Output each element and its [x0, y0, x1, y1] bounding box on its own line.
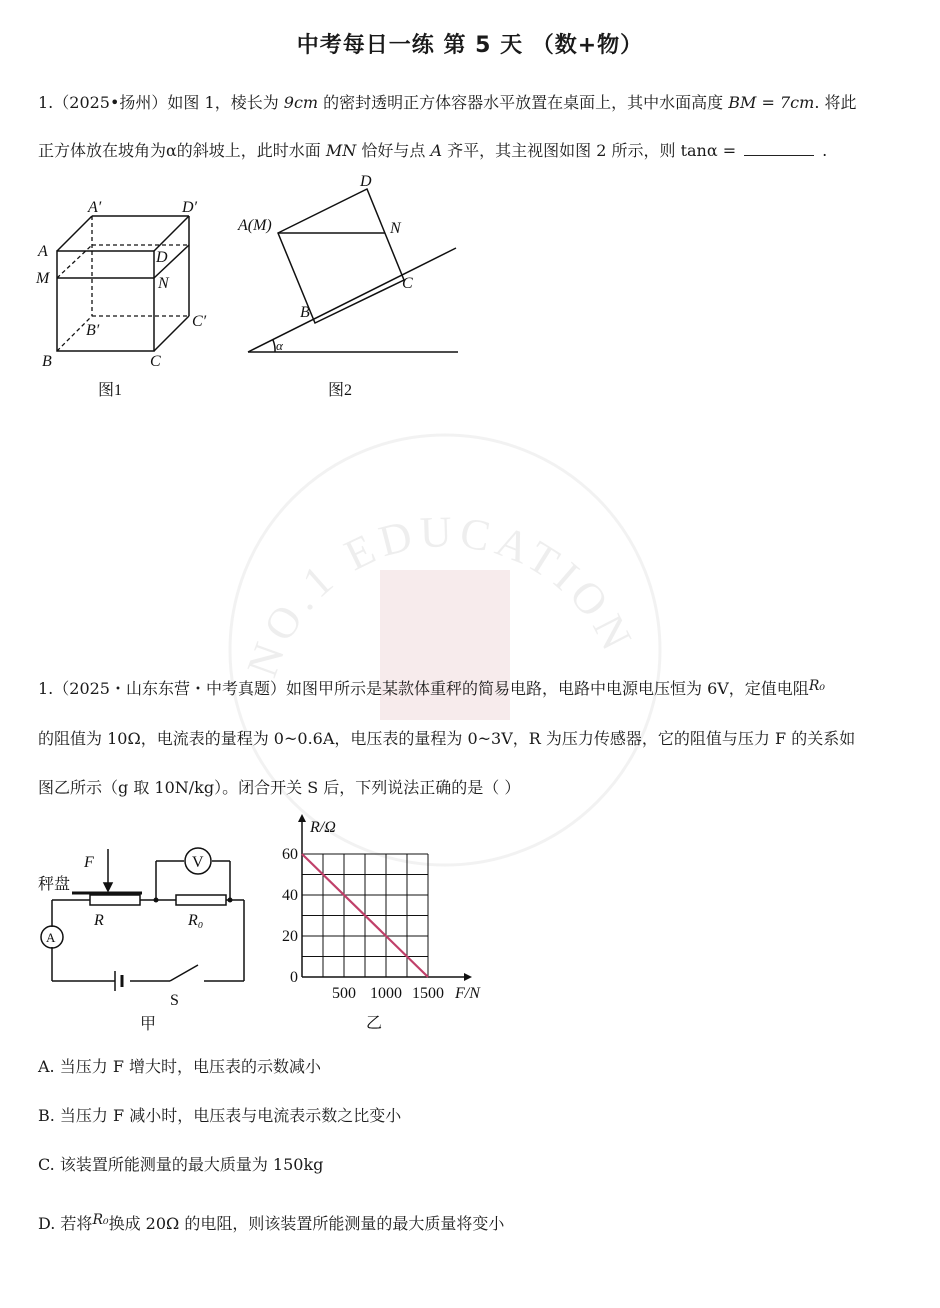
fig1-label-N: N — [158, 275, 169, 292]
q2-line-3: 图乙所示（g 取 10N/kg）。闭合开关 S 后，下列说法正确的是（ ） — [38, 778, 521, 797]
q2-line-2: 的阻值为 10Ω，电流表的量程为 0~0.6A，电压表的量程为 0~3V，R 为压力传感器，它的阻值与压力 F 的关系如 — [38, 729, 856, 748]
x-axis-label: F/N — [455, 985, 480, 1002]
x-tick-label: 1000 — [370, 985, 402, 1002]
q1-line-1: 1.（2025•扬州）如图 1，棱长为 9cm 的密封透明正方体容器水平放置在桌面上，其中水面高度 BM = 7cm. 将此 — [38, 93, 857, 112]
y-tick-label: 60 — [282, 846, 298, 863]
watermark-text: NO.1 EDUCATION — [237, 507, 644, 684]
fig2-caption: 图2 — [328, 382, 353, 399]
answer-blank[interactable] — [744, 141, 814, 156]
y-axis-label: R/Ω — [310, 819, 336, 836]
y-tick-label: 0 — [290, 969, 298, 986]
fig1-label-A: A — [38, 243, 48, 260]
fig1-label-B: B — [42, 353, 52, 370]
x-tick-label: 500 — [332, 985, 356, 1002]
q1-line-2: 正方体放在坡角为α的斜坡上，此时水面 MN 恰好与点 A 齐平，其主视图如图 2 所示，则 tanα = . — [38, 141, 828, 160]
watermark-seal — [215, 420, 675, 880]
fig2-label-N: N — [390, 220, 401, 237]
option-a[interactable]: A. 当压力 F 增大时，电压表的示数减小 — [38, 1057, 322, 1076]
figure-2-slope — [230, 170, 470, 405]
fig1-label-Ap: A′ — [88, 199, 102, 216]
circuit-caption: 甲 — [140, 1016, 157, 1033]
fig2-label-alpha: α — [276, 338, 283, 353]
figure-1-cube — [30, 190, 230, 405]
fig1-label-D: D — [156, 249, 168, 266]
y-axis-arrow — [298, 814, 306, 822]
option-d[interactable]: D. 若将R₀换成 20Ω 的电阻，则该装置所能测量的最大质量将变小 — [38, 1212, 505, 1233]
switch-label: S — [170, 992, 179, 1009]
fig1-label-Bp: B′ — [86, 322, 100, 339]
resistor-R-label: R — [94, 912, 104, 929]
fig1-label-C: C — [150, 353, 161, 370]
y-tick-label: 40 — [282, 887, 298, 904]
page-title: 中考每日一练 第 5 天 （数+物） — [296, 33, 644, 58]
fig1-label-Dp: D′ — [182, 199, 198, 216]
fig2-label-B: B — [300, 304, 310, 321]
pan-label: 秤盘 — [38, 876, 71, 893]
r-f-chart — [270, 812, 500, 1037]
fig1-label-M: M — [36, 270, 50, 287]
voltmeter-label: V — [192, 854, 204, 871]
fig2-label-C: C — [402, 275, 413, 292]
option-c[interactable]: C. 该装置所能测量的最大质量为 150kg — [38, 1155, 324, 1174]
fig1-caption: 图1 — [98, 382, 123, 399]
x-axis-arrow — [464, 973, 472, 981]
fig2-label-AM: A(M) — [238, 217, 272, 234]
ammeter-label: A — [46, 930, 56, 945]
q2-line-1: 1.（2025・山东东营・中考真题）如图甲所示是某款体重秤的简易电路，电路中电源电压恒为 6V，定值电阻R₀ — [38, 678, 825, 698]
x-tick-label: 1500 — [412, 985, 444, 1002]
force-label: F — [84, 854, 94, 871]
circuit-diagram — [30, 835, 260, 1035]
resistor-R0-label: R₀ — [188, 912, 204, 929]
fig2-label-D: D — [360, 173, 372, 190]
fig1-label-Cp: C′ — [192, 313, 207, 330]
option-b[interactable]: B. 当压力 F 减小时，电压表与电流表示数之比变小 — [38, 1106, 402, 1125]
chart-caption: 乙 — [366, 1015, 383, 1032]
y-tick-label: 20 — [282, 928, 298, 945]
